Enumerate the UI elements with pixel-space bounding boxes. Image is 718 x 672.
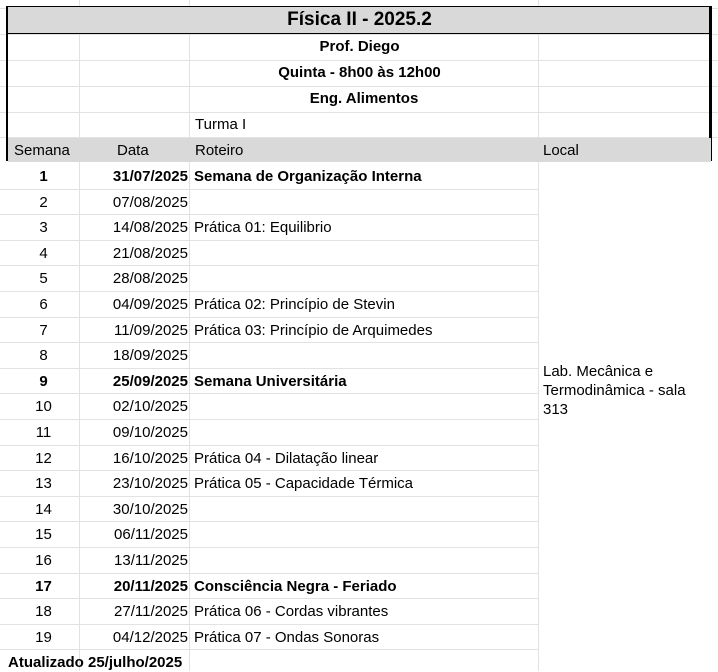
date-cell: 25/09/2025 — [112, 373, 188, 390]
table-row — [8, 446, 538, 471]
table-row — [8, 599, 538, 624]
plan-cell: Semana de Organização Interna — [194, 168, 422, 185]
table-row — [8, 522, 538, 547]
plan-cell: Prática 05 - Capacidade Térmica — [194, 475, 413, 492]
table-row — [8, 164, 538, 189]
week-cell: 18 — [35, 603, 52, 620]
plan-cell: Prática 07 - Ondas Sonoras — [194, 629, 380, 646]
table-row — [8, 420, 538, 445]
date-cell: 16/10/2025 — [112, 450, 188, 467]
week-cell: 16 — [35, 552, 52, 569]
date-cell: 21/08/2025 — [112, 245, 188, 262]
week-cell: 8 — [39, 347, 48, 364]
date-cell: 14/08/2025 — [112, 219, 188, 236]
professor-name: Prof. Diego — [319, 38, 400, 55]
date-cell: 23/10/2025 — [112, 475, 188, 492]
plan-cell: Prática 02: Princípio de Stevin — [194, 296, 395, 313]
week-cell: 17 — [35, 578, 52, 595]
week-cell: 3 — [39, 219, 48, 236]
date-cell: 20/11/2025 — [113, 578, 188, 595]
plan-cell: Prática 01: Equilibrio — [194, 219, 332, 236]
date-cell: 04/09/2025 — [112, 296, 188, 313]
date-cell: 07/08/2025 — [112, 194, 188, 211]
week-cell: 15 — [35, 526, 52, 543]
table-row — [8, 343, 538, 368]
date-cell: 04/12/2025 — [112, 629, 188, 646]
date-cell: 02/10/2025 — [112, 398, 188, 415]
last-updated: Atualizado 25/julho/2025 — [8, 654, 183, 671]
table-row — [8, 266, 538, 291]
class-schedule: Quinta - 8h00 às 12h00 — [278, 64, 441, 81]
table-row — [8, 625, 538, 650]
week-cell: 2 — [39, 194, 48, 211]
page-title: Física II - 2025.2 — [287, 9, 432, 30]
column-header-date: Data — [117, 142, 149, 159]
table-row — [8, 369, 538, 394]
column-header-week: Semana — [14, 142, 70, 159]
table-row — [8, 471, 538, 496]
plan-cell: Prática 03: Princípio de Arquimedes — [194, 322, 433, 339]
week-cell: 19 — [35, 629, 52, 646]
week-cell: 13 — [35, 475, 52, 492]
date-cell: 11/09/2025 — [114, 322, 188, 339]
table-row — [8, 548, 538, 573]
date-cell: 31/07/2025 — [112, 168, 188, 185]
table-row — [8, 292, 538, 317]
week-cell: 4 — [39, 245, 48, 262]
week-cell: 14 — [35, 501, 52, 518]
table-row — [8, 318, 538, 343]
table-row — [8, 497, 538, 522]
plan-cell: Prática 04 - Dilatação linear — [194, 450, 379, 467]
table-row — [8, 241, 538, 266]
week-cell: 10 — [35, 398, 52, 415]
column-header-plan: Roteiro — [195, 142, 244, 159]
table-row — [8, 394, 538, 419]
table-row — [8, 190, 538, 215]
week-cell: 9 — [39, 373, 48, 390]
class-group: Turma I — [195, 116, 247, 133]
date-cell: 28/08/2025 — [112, 270, 188, 287]
week-cell: 11 — [35, 424, 52, 441]
plan-cell: Prática 06 - Cordas vibrantes — [194, 603, 389, 620]
plan-cell: Consciência Negra - Feriado — [194, 578, 397, 595]
table-row — [8, 215, 538, 240]
course-name: Eng. Alimentos — [309, 90, 419, 107]
week-cell: 5 — [39, 270, 48, 287]
week-cell: 6 — [39, 296, 48, 313]
column-header-location: Local — [543, 142, 579, 159]
location-text: Lab. Mecânica e Termodinâmica - sala 313 — [543, 363, 686, 418]
date-cell: 30/10/2025 — [112, 501, 188, 518]
column-header-bar — [8, 138, 711, 162]
date-cell: 18/09/2025 — [112, 347, 188, 364]
week-cell: 12 — [35, 450, 52, 467]
table-row — [8, 574, 538, 599]
date-cell: 09/10/2025 — [112, 424, 188, 441]
week-cell: 7 — [39, 322, 48, 339]
plan-cell: Semana Universitária — [194, 373, 347, 390]
week-cell: 1 — [39, 168, 48, 185]
date-cell: 27/11/2025 — [114, 603, 188, 620]
date-cell: 06/11/2025 — [114, 526, 188, 543]
date-cell: 13/11/2025 — [114, 552, 188, 569]
